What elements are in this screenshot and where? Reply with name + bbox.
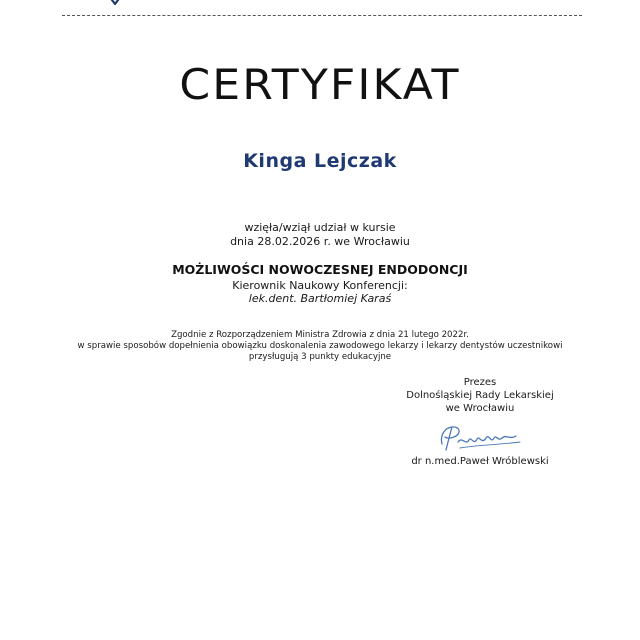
attended-text: wzięła/wziął udział w kursie	[244, 221, 396, 234]
shield-logo-icon	[104, 0, 126, 6]
scientific-director-label: Kierownik Naukowy Konferencji:	[232, 279, 408, 292]
legal-basis-line: Zgodnie z Rozporządzeniem Ministra Zdrowia z dnia 21 lutego 2022r.	[171, 330, 469, 340]
handwritten-signature	[432, 418, 528, 458]
signatory-city: we Wrocławiu	[445, 403, 515, 414]
signatory-name: dr n.med.Paweł Wróblewski	[411, 456, 549, 467]
scientific-director-name: lek.dent. Bartłomiej Karaś	[248, 292, 392, 305]
date-place-text: dnia 28.02.2026 r. we Wrocławiu	[230, 235, 410, 248]
top-dashed-divider	[62, 15, 582, 16]
signatory-organization: Dolnośląskiej Rady Lekarskiej	[406, 390, 554, 401]
signatory-role: Prezes	[463, 377, 497, 388]
certificate-title: CERTYFIKAT	[179, 60, 461, 109]
recipient-name: Kinga Lejczak	[243, 150, 397, 172]
legal-basis-line: w sprawie sposobów dopełnienia obowiązku doskonalenia zawodowego lekarzy i lekarzy dentystów uczestnikowi	[77, 341, 563, 351]
course-title: MOŻLIWOŚCI NOWOCZESNEJ ENDODONCJI	[172, 262, 468, 277]
education-points-line: przysługują 3 punkty edukacyjne	[248, 352, 392, 362]
